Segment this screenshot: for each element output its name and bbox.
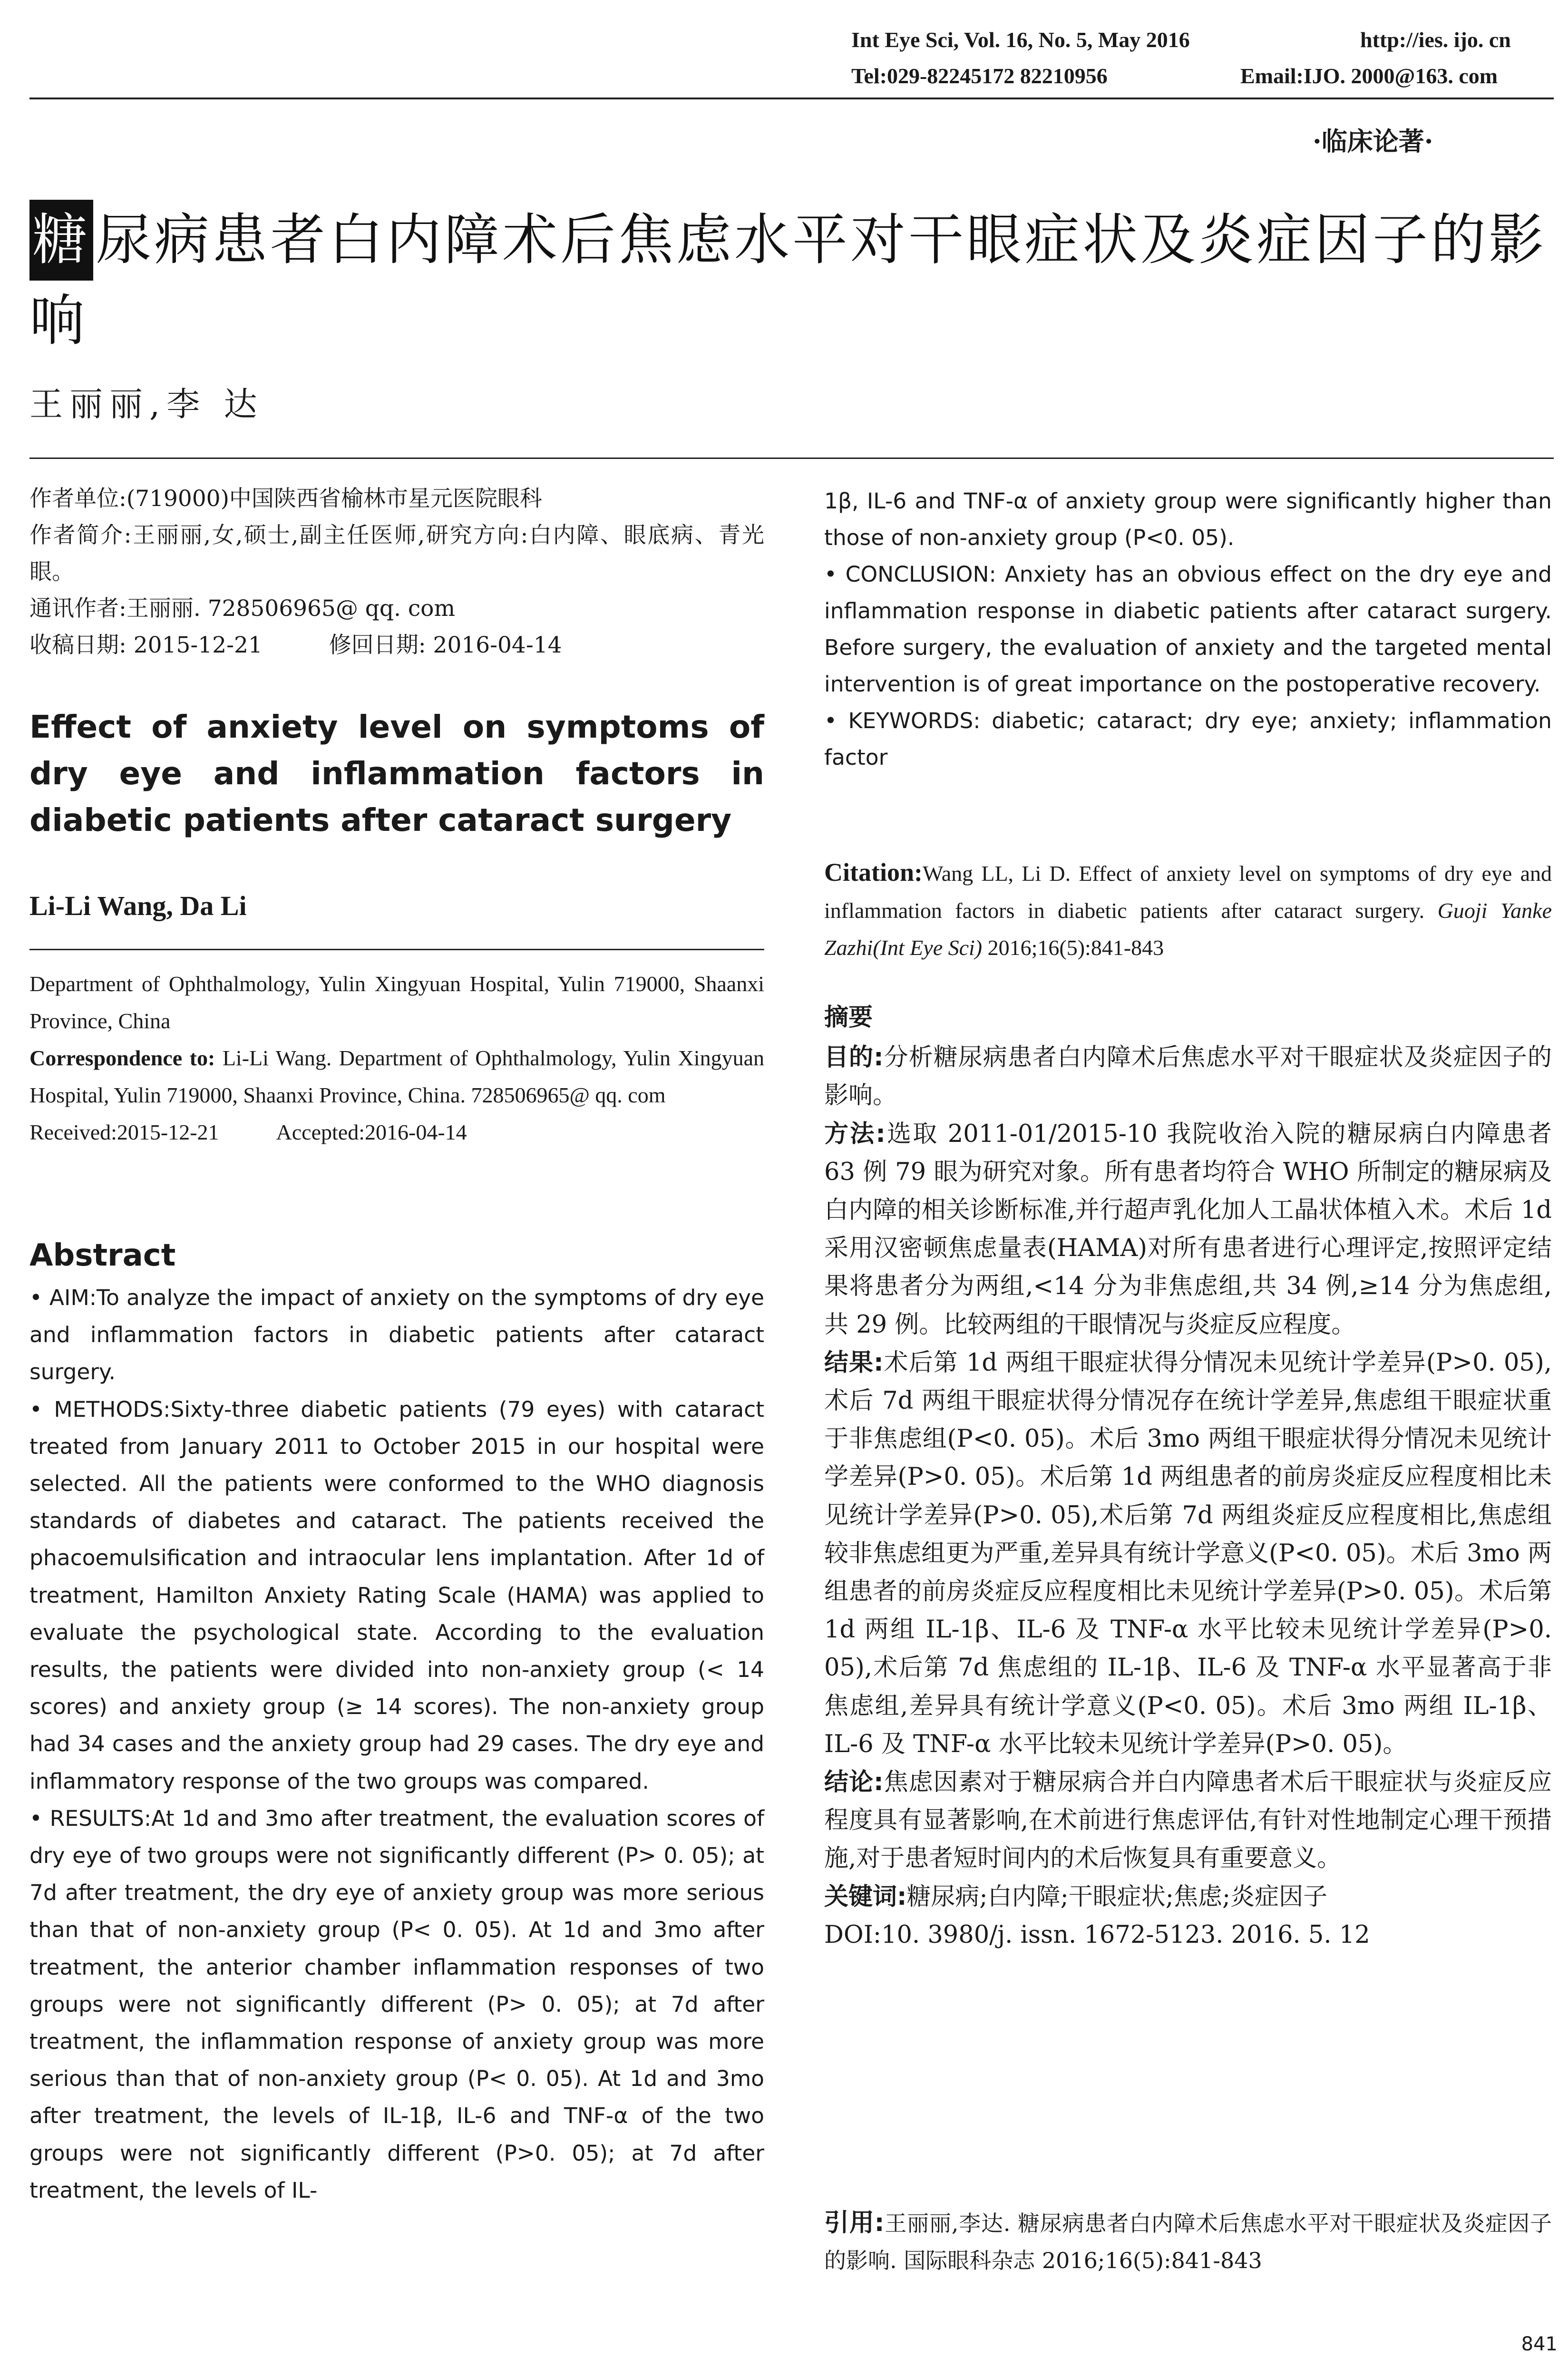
citation-journal: Guoji Yanke Zazhi(Int Eye Sci) <box>824 898 1552 960</box>
aim-cn-text: 分析糖尿病患者白内障术后焦虑水平对干眼症状及炎症因子的影响。 <box>824 1043 1552 1110</box>
abstract-keywords: • KEYWORDS: diabetic; cataract; dry eye; anxiety; inflammation factor <box>824 708 1552 770</box>
results-cn-label: 结果: <box>824 1348 884 1377</box>
correspondence-text: Li-Li Wang. Department of Ophthalmology, Yulin Xingyuan Hospital, Yulin 719000, Shaanxi Province, China. 728506965@ qq. com <box>29 1046 764 1107</box>
journal-url: http://ies. ijo. cn <box>1360 28 1511 52</box>
article-title-cn <box>29 200 1551 361</box>
authors-rule <box>29 458 1554 459</box>
citation-en <box>824 854 1552 966</box>
keywords-cn-text: 糖尿病;白内障;干眼症状;焦虑;炎症因子 <box>906 1882 1328 1911</box>
meta-cn <box>29 480 764 663</box>
authors-en-rule <box>29 949 764 950</box>
authors-cn: 王丽丽,李 达 <box>29 385 264 424</box>
abstract-cn-heading: 摘要 <box>824 1003 873 1032</box>
abstract-right <box>824 483 1552 776</box>
abstract-methods: • METHODS:Sixty-three diabetic patients (79 eyes) with cataract treated from January 2011 to October 2015 in our hospital were selected. All the patients were conformed to the WHO diagnosis standards of diabetes and cataract. The patients received the phacoemulsification and intraocular lens implantation. After 1d of treatment, Hamilton Anxiety Rating Scale (HAMA) was applied to evaluate the psychological state. According to the evaluation results, the patients were divided into non-anxiety group (< 14 scores) and anxiety group (≥ 14 scores). The non-anxiety group had 34 cases and the anxiety group had 29 cases. The dry eye and inflammatory response of the two groups was compared. <box>29 1396 764 1794</box>
author-bio: 作者简介:王丽丽,女,硕士,副主任医师,研究方向:白内障、眼底病、青光眼。 <box>29 522 764 585</box>
correspondence-label: Correspondence to: <box>29 1046 215 1070</box>
dates-en <box>29 1114 764 1151</box>
methods-cn-label: 方法: <box>824 1120 886 1148</box>
results-cn <box>824 1344 1552 1763</box>
header-rule <box>29 97 1554 99</box>
abstract-results: • RESULTS:At 1d and 3mo after treatment, the evaluation scores of dry eye of two groups were not significantly different (P> 0. 05); at 7d after treatment, the dry eye of anxiety group was more serious than that of non-anxiety group (P< 0. 05). At 1d and 3mo after treatment, the anterior chamber inflammation responses of two groups were not significantly different (P> 0. 05); at 7d after treatment, the inflammation response of anxiety group was more serious than that of non-anxiety group (P< 0. 05). At 1d and 3mo after treatment, the levels of IL-1β, IL-6 and TNF-α of the two groups were not significantly different (P>0. 05); at 7d after treatment, the levels of IL- <box>29 1805 764 2203</box>
journal-email: Email:IJO. 2000@163. com <box>1240 64 1498 88</box>
keywords-cn-label: 关键词: <box>824 1882 907 1911</box>
aim-cn <box>824 1039 1552 1115</box>
affiliation: 作者单位:(719000)中国陕西省榆林市星元医院眼科 <box>29 486 542 512</box>
methods-cn-text: 选取 2011-01/2015-10 我院收治入院的糖尿病白内障患者 63 例 79 眼为研究对象。所有患者均符合 WHO 所制定的糖尿病及白内障的相关诊断标准,并行超声乳化加人工晶状体植入术。术后 1d 采用汉密顿焦虑量表(HAMA)对所有患者进行心理评定,按照评定结果将患者分为两组,<14 分为非焦虑组,共 34 例,≥14 分为焦虑组,共 29 例。比较两组的干眼情况与炎症反应程度。 <box>824 1120 1552 1339</box>
correspondence <box>29 1040 764 1114</box>
citation-cn-label: 引用: <box>824 2209 885 2237</box>
accepted-en: Accepted:2016-04-14 <box>276 1120 467 1144</box>
dates-cn <box>29 627 764 663</box>
aim-cn-label: 目的: <box>824 1043 884 1072</box>
doi: DOI:10. 3980/j. issn. 1672-5123. 2016. 5. 12 <box>824 1920 1370 1949</box>
conclusion-cn <box>824 1763 1552 1878</box>
department: Department of Ophthalmology, Yulin Xingyuan Hospital, Yulin 719000, Shaanxi Province, China <box>29 972 764 1033</box>
keywords-cn <box>824 1878 1552 1916</box>
title-first-char: 糖 <box>29 200 93 281</box>
conclusion-cn-label: 结论: <box>824 1768 884 1797</box>
results-cn-text: 术后第 1d 两组干眼症状得分情况未见统计学差异(P>0. 05),术后 7d 两组干眼症状得分情况存在统计学差异,焦虑组干眼症状重于非焦虑组(P<0. 05)。术后 3mo 两组干眼症状得分情况未见统计学差异(P>0. 05)。术后第 1d 两组患者的前房炎症反应程度相比未见统计学差异(P>0. 05),术后第 7d 两组炎症反应程度相比,焦虑组较非焦虑组更为严重,差异具有统计学意义(P<0. 05)。术后 3mo 两组患者的前房炎症反应程度相比未见统计学差异(P>0. 05)。术后第 1d 两组 IL-1β、IL-6 及 TNF-α 水平比较未见统计学差异(P>0. 05),术后第 7d 焦虑组的 IL-1β、IL-6 及 TNF-α 水平显著高于非焦虑组,差异具有统计学意义(P<0. 05)。术后 3mo 两组 IL-1β、IL-6 及 TNF-α 水平比较未见统计学差异(P>0. 05)。 <box>824 1348 1552 1758</box>
abstract-conclusion: • CONCLUSION: Anxiety has an obvious effect on the dry eye and inflammation response in diabetic patients after cataract surgery. Before surgery, the evaluation of anxiety and the targeted mental intervention is of great importance on the postoperative recovery. <box>824 562 1552 697</box>
abstract-left <box>29 1279 764 2209</box>
page-number: 841 <box>1521 2333 1558 2355</box>
authors-en: Li-Li Wang, Da Li <box>29 890 247 921</box>
journal-info: Int Eye Sci, Vol. 16, No. 5, May 2016 <box>851 28 1190 52</box>
article-title-en: Effect of anxiety level on symptoms of dry eye and inflammation factors in diabetic patients after cataract surgery <box>29 709 764 838</box>
citation-cn <box>824 2204 1552 2279</box>
title-rest: 尿病患者白内障术后焦虑水平对干眼症状及炎症因子的影响 <box>29 208 1547 353</box>
citation-tail: 2016;16(5):841-843 <box>987 935 1164 960</box>
abstract-cn <box>824 999 1552 1954</box>
abstract-aim: • AIM:To analyze the impact of anxiety on the symptoms of dry eye and inflammation factors in diabetic patients after cataract surgery. <box>29 1285 764 1385</box>
abstract-heading: Abstract <box>29 1238 176 1273</box>
revised-cn: 修回日期: 2016-04-14 <box>329 632 562 658</box>
citation-cn-text: 王丽丽,李达. 糖尿病患者白内障术后焦虑水平对干眼症状及炎症因子的影响. 国际眼科杂志 2016;16(5):841-843 <box>824 2211 1552 2273</box>
conclusion-cn-text: 焦虑因素对于糖尿病合并白内障患者术后干眼症状与炎症反应程度具有显著影响,在术前进行焦虑评估,有针对性地制定心理干预措施,对于患者短时间内的术后恢复具有重要意义。 <box>824 1768 1552 1873</box>
corresponding-author: 通讯作者:王丽丽. 728506965@ qq. com <box>29 595 456 622</box>
section-label: ·临床论著· <box>1313 126 1433 156</box>
received-cn: 收稿日期: 2015-12-21 <box>29 632 263 658</box>
abstract-results-cont: 1β, IL-6 and TNF-α of anxiety group were significantly higher than those of non-anxiety group (P<0. 05). <box>824 488 1552 550</box>
department-block <box>29 965 764 1151</box>
citation-label: Citation: <box>824 858 923 887</box>
citation-text: Wang LL, Li D. Effect of anxiety level on symptoms of dry eye and inflammation factors in diabetic patients after cataract surgery. <box>824 861 1552 923</box>
journal-tel: Tel:029-82245172 82210956 <box>851 64 1108 88</box>
methods-cn <box>824 1115 1552 1344</box>
received-en: Received:2015-12-21 <box>29 1120 219 1144</box>
